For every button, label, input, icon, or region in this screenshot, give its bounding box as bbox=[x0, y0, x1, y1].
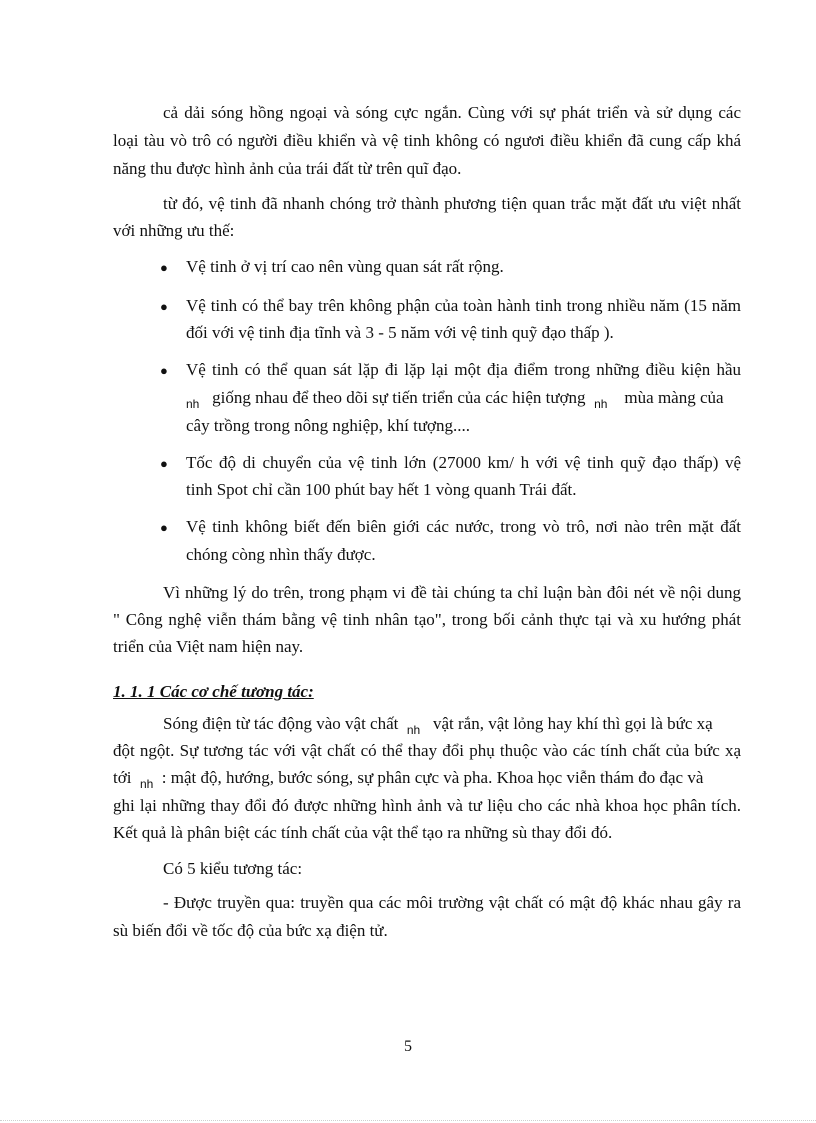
paragraph-line: Vì những lý do trên, trong phạm vi đề tài chúng ta chỉ luận bàn đôi nét về nội dung bbox=[163, 583, 741, 602]
paragraph-line: cả dải sóng hồng ngoại và sóng cực ngắn. Cùng với sự phát triển và sử dụng các bbox=[163, 103, 741, 122]
bullet-text: tinh Spot chỉ cần 100 phút bay hết 1 vòng quanh Trái đất. bbox=[186, 480, 577, 499]
bullet-icon: ● bbox=[160, 260, 168, 275]
bullet-text bbox=[186, 388, 741, 409]
paragraph-line: - Được truyền qua: truyền qua các môi trường vật chất có mật độ khác nhau gây ra bbox=[163, 893, 741, 912]
bullet-text-part: giống nhau để theo dõi sự tiến triển của các hiện tượng bbox=[212, 388, 586, 407]
paragraph-text-part: : mật độ, hướng, bước sóng, sự phân cực và pha. Khoa học viễn thám đo đạc và bbox=[161, 768, 704, 787]
paragraph-line: Kết quả là phân biệt các tính chất của vật thể tạo ra những sù thay đổi đó. bbox=[113, 823, 613, 842]
paragraph-line: loại tàu vò trô có người điều khiển và vệ tinh không có ngươi điều khiển đã cung cấp khá bbox=[113, 131, 741, 150]
paragraph-line: đột ngột. Sự tương tác với vật chất có thể thay đổi phụ thuộc vào các tính chất của bức xạ bbox=[113, 741, 741, 760]
page-edge-divider bbox=[0, 1120, 816, 1121]
paragraph-line: " Công nghệ viễn thám bằng vệ tinh nhân tạo", trong bối cảnh thực tại và xu hướng phát bbox=[113, 610, 741, 629]
bullet-text: Vệ tinh ở vị trí cao nên vùng quan sát rất rộng. bbox=[186, 257, 504, 276]
bullet-text: Vệ tinh có thể quan sát lặp đi lặp lại một địa điểm trong những điều kiện hầu bbox=[186, 360, 741, 379]
nh-marker: nh bbox=[186, 397, 200, 411]
section-heading: 1. 1. 1 Các cơ chế tương tác: bbox=[113, 682, 314, 701]
nh-marker: nh bbox=[139, 777, 154, 791]
nh-marker: nh bbox=[594, 397, 608, 411]
paragraph-text-part: vật rắn, vật lỏng hay khí thì gọi là bức xạ bbox=[432, 714, 713, 733]
bullet-text: chóng còng nhìn thấy được. bbox=[186, 545, 376, 564]
bullet-text: Vệ tinh có thể bay trên không phận của toàn hành tinh trong nhiều năm (15 năm bbox=[186, 296, 741, 315]
bullet-text: đối với vệ tinh địa tĩnh và 3 - 5 năm với vệ tinh quỹ đạo thấp ). bbox=[186, 323, 614, 342]
bullet-text: Vệ tinh không biết đến biên giới các nước, trong vò trô, nơi nào trên mặt đất bbox=[186, 517, 741, 536]
bullet-icon: ● bbox=[160, 520, 168, 535]
nh-marker: nh bbox=[406, 723, 421, 737]
paragraph-line: với những ưu thế: bbox=[113, 221, 235, 240]
paragraph-line: triển của Việt nam hiện nay. bbox=[113, 637, 304, 656]
bullet-icon: ● bbox=[160, 299, 168, 314]
bullet-icon: ● bbox=[160, 456, 168, 471]
paragraph-line: ghi lại những thay đổi đó được những hình ảnh và tư liệu cho các nhà khoa học phân tích. bbox=[113, 796, 741, 815]
paragraph-line bbox=[113, 768, 741, 789]
paragraph-line: Có 5 kiểu tương tác: bbox=[163, 859, 303, 878]
paragraph-text-part: Sóng điện từ tác động vào vật chất bbox=[163, 714, 399, 733]
paragraph-line: từ đó, vệ tinh đã nhanh chóng trở thành phương tiện quan trắc mặt đất ưu việt nhất bbox=[163, 194, 741, 213]
paragraph-line: năng thu được hình ảnh của trái đất từ trên quĩ đạo. bbox=[113, 159, 462, 178]
bullet-icon: ● bbox=[160, 363, 168, 378]
paragraph-line: sù biến đổi về tốc độ của bức xạ điện tử. bbox=[113, 921, 388, 940]
paragraph-text-part: tới bbox=[113, 768, 132, 787]
paragraph-line bbox=[163, 714, 741, 735]
bullet-text: Tốc độ di chuyển của vệ tinh lớn (27000 km/ h với vệ tinh quỹ đạo thấp) vệ bbox=[186, 453, 741, 472]
bullet-text: cây trồng trong nông nghiệp, khí tượng.... bbox=[186, 416, 471, 435]
page-number: 5 bbox=[404, 1038, 412, 1055]
bullet-text-part: mùa màng của bbox=[624, 388, 724, 407]
